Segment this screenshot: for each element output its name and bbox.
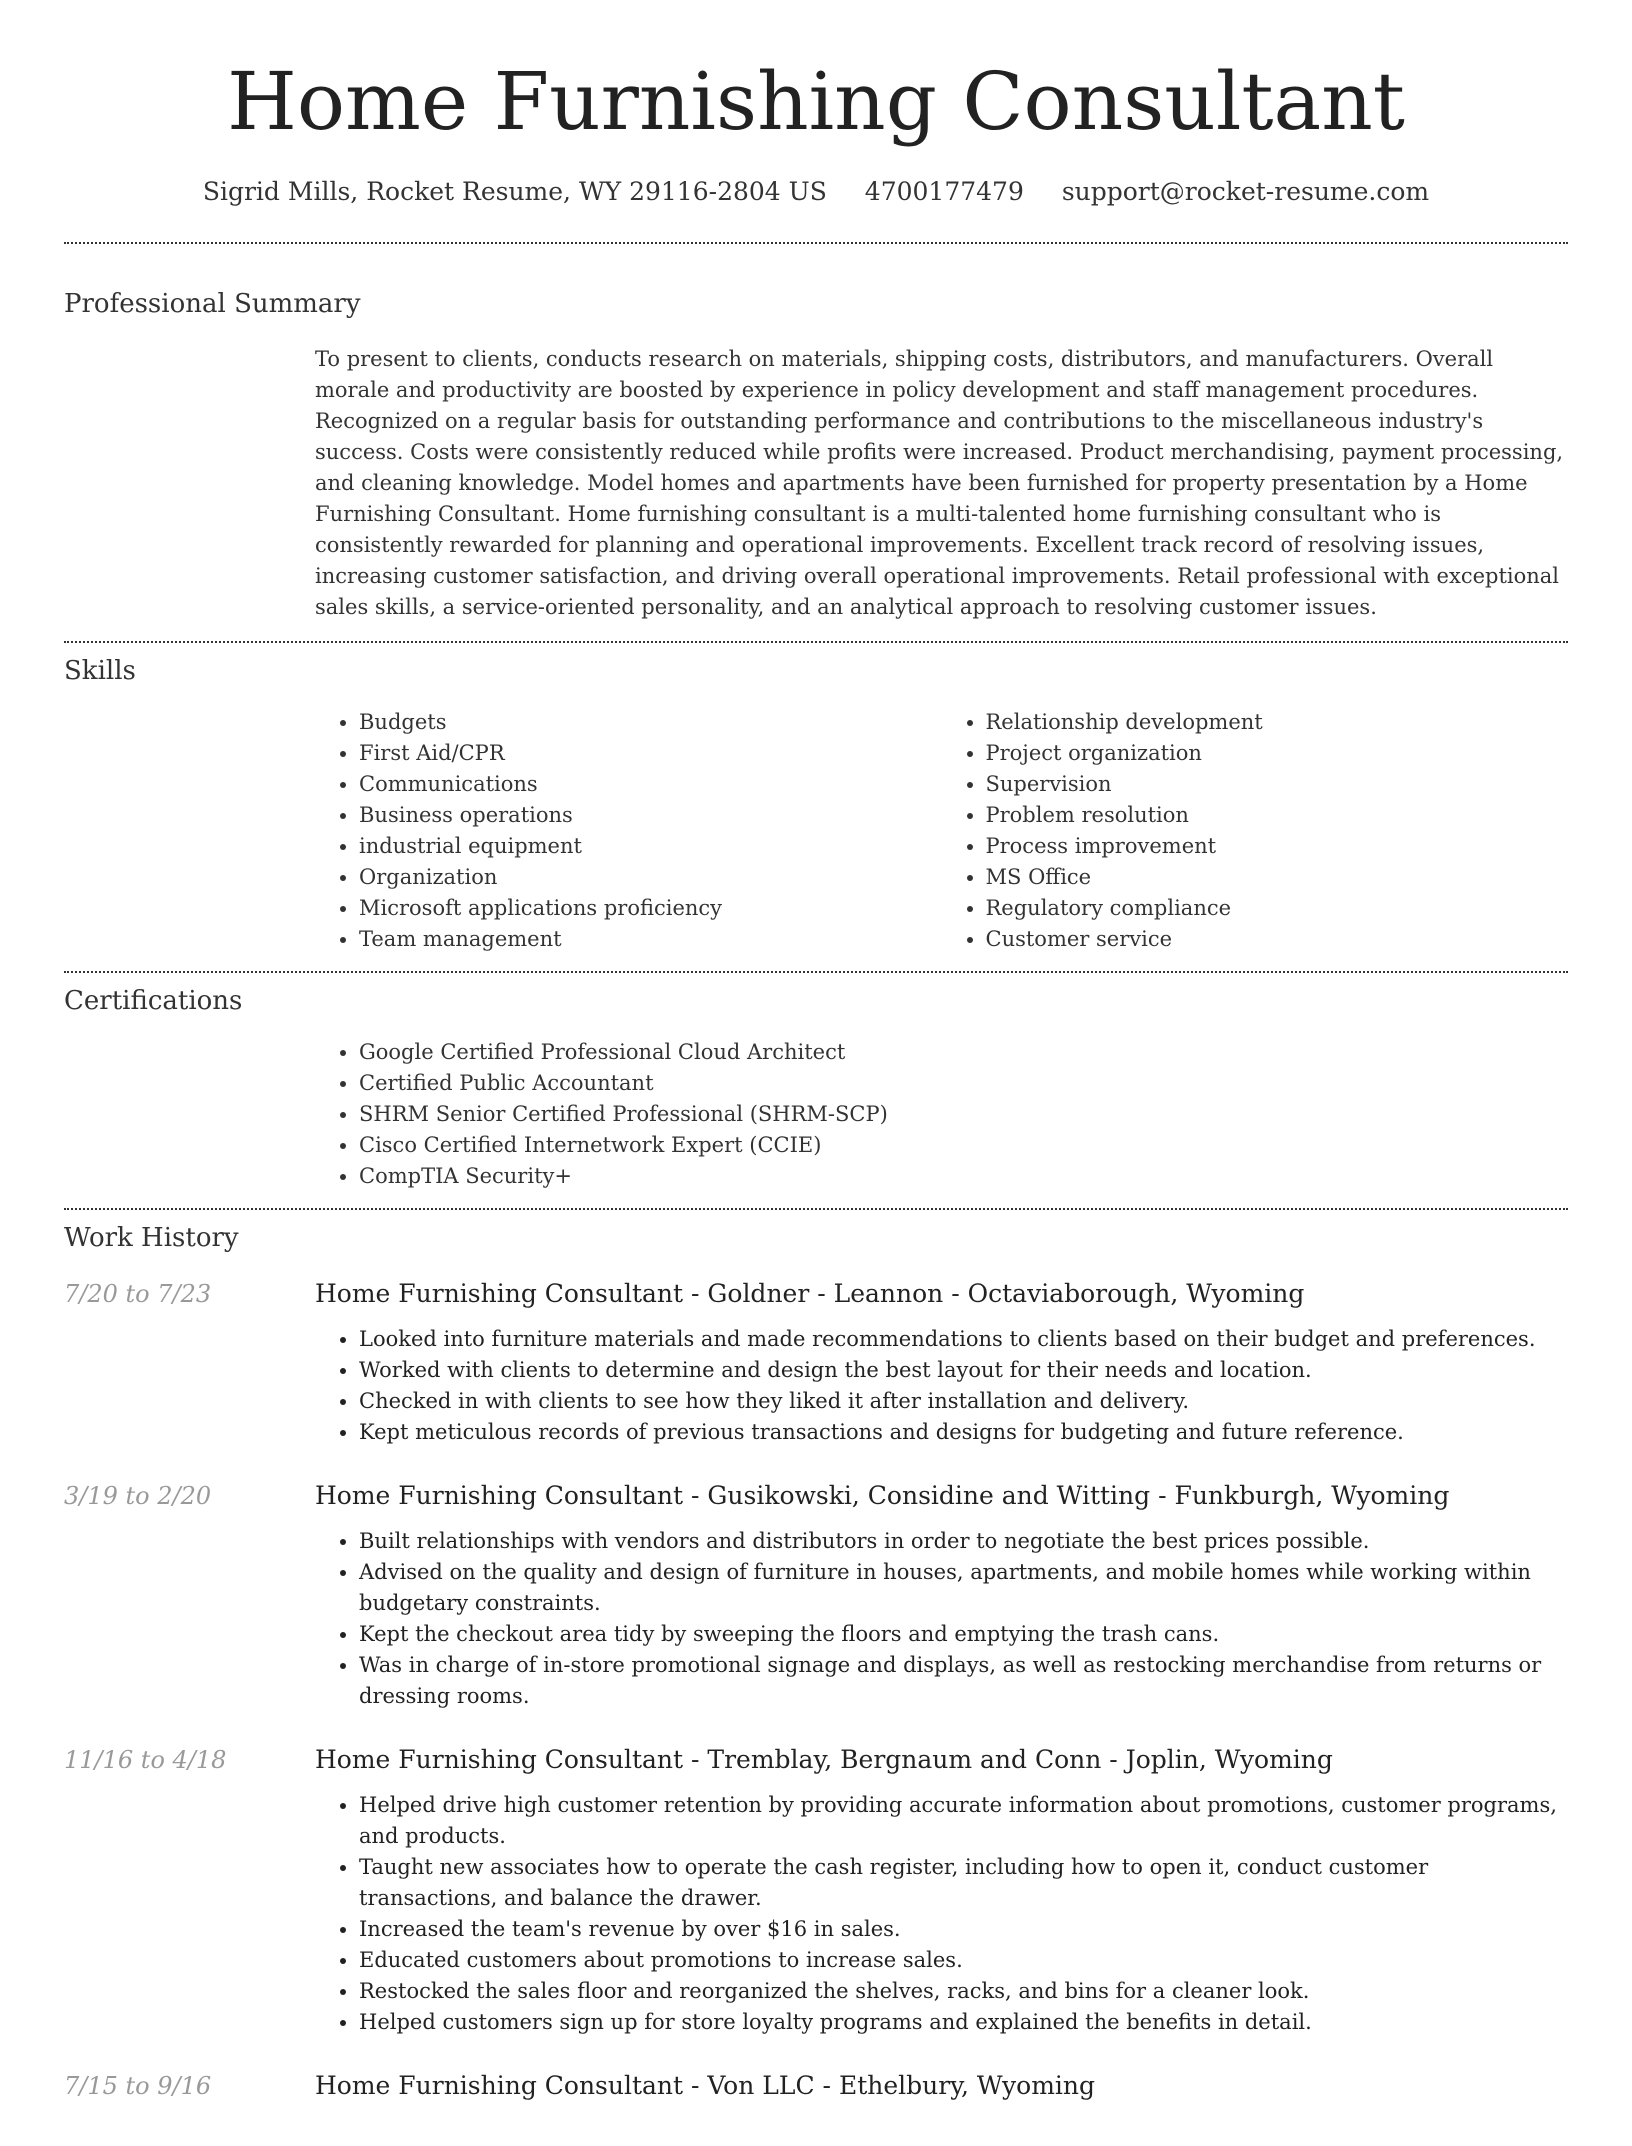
contact-line bbox=[64, 174, 1568, 210]
list-item: • Looked into furniture materials and made recommendations to clients based on their budget and preferences. bbox=[359, 1324, 1568, 1355]
certifications-body bbox=[315, 1037, 1568, 1192]
list-item: • Worked with clients to determine and design the best layout for their needs and location. bbox=[359, 1355, 1568, 1386]
job-title: Home Furnishing Consultant - Gusikowski, Considine and Witting - Funkburgh, Wyoming bbox=[315, 1481, 1450, 1510]
list-item: • Increased the team's revenue by over $16 in sales. bbox=[359, 1914, 1568, 1945]
contact-phone: 4700177479 bbox=[864, 177, 1024, 206]
list-item: • Problem resolution bbox=[986, 800, 1569, 831]
summary-text: To present to clients, conducts research on materials, shipping costs, distributors, and manufacturers. Overall morale and productivity are boosted by experience in policy development and staff management procedures. Recognized on a regular basis for outstanding performance and contributions to the miscellaneous industry's success. Costs were consistently reduced while profits were increased. Product merchandising, payment processing, and cleaning knowledge. Model homes and apartments have been furnished for property presentation by a Home Furnishing Consultant. Home furnishing consultant is a multi-talented home furnishing consultant who is consistently rewarded for planning and operational improvements. Excellent track record of resolving issues, increasing customer satisfaction, and driving overall operational improvements. Retail professional with exceptional sales skills, a service-oriented personality, and an analytical approach to resolving customer issues. bbox=[315, 347, 1564, 619]
list-item: • Helped drive high customer retention by providing accurate information about promotions, customer programs, and products. bbox=[359, 1790, 1568, 1852]
job-bullets bbox=[315, 1324, 1568, 1448]
contact-email: support@rocket-resume.com bbox=[1061, 177, 1430, 206]
list-item: • Cisco Certified Internetwork Expert (CCIE) bbox=[359, 1130, 1568, 1161]
skills-columns bbox=[315, 707, 1568, 955]
list-item: • Helped customers sign up for store loyalty programs and explained the benefits in detail. bbox=[359, 2007, 1568, 2038]
job-details bbox=[315, 2068, 1568, 2116]
summary-body bbox=[315, 344, 1568, 623]
summary-section bbox=[64, 244, 1568, 641]
summary-heading: Professional Summary bbox=[64, 289, 361, 319]
list-item: • Organization bbox=[359, 862, 942, 893]
job-details bbox=[315, 1478, 1568, 1712]
list-item: • Budgets bbox=[359, 707, 942, 738]
work-heading: Work History bbox=[64, 1223, 239, 1253]
list-item: • Process improvement bbox=[986, 831, 1569, 862]
job-entry bbox=[64, 2068, 1568, 2116]
list-item: • Was in charge of in-store promotional signage and displays, as well as restocking merchandise from returns or dressing rooms. bbox=[359, 1650, 1568, 1712]
job-details bbox=[315, 1276, 1568, 1448]
certifications-heading: Certifications bbox=[64, 986, 243, 1016]
contact-address: Sigrid Mills, Rocket Resume, WY 29116-2804 US bbox=[202, 177, 827, 206]
list-item: • Kept meticulous records of previous transactions and designs for budgeting and future reference. bbox=[359, 1417, 1568, 1448]
job-entry bbox=[64, 1478, 1568, 1712]
list-item: • Supervision bbox=[986, 769, 1569, 800]
list-item: • MS Office bbox=[986, 862, 1569, 893]
list-item: • CompTIA Security+ bbox=[359, 1161, 1568, 1192]
list-item: • Business operations bbox=[359, 800, 942, 831]
list-item: • Advised on the quality and design of furniture in houses, apartments, and mobile homes while working within budgetary constraints. bbox=[359, 1557, 1568, 1619]
list-item: • Google Certified Professional Cloud Architect bbox=[359, 1037, 1568, 1068]
job-title: Home Furnishing Consultant - Tremblay, Bergnaum and Conn - Joplin, Wyoming bbox=[315, 1745, 1333, 1774]
list-item: • Certified Public Accountant bbox=[359, 1068, 1568, 1099]
job-dates: 3/19 to 2/20 bbox=[64, 1482, 212, 1510]
list-item: • Educated customers about promotions to increase sales. bbox=[359, 1945, 1568, 1976]
list-item: • Team management bbox=[359, 924, 942, 955]
skills-section bbox=[64, 643, 1568, 971]
job-entry bbox=[64, 1276, 1568, 1448]
job-bullets bbox=[315, 1790, 1568, 2038]
skills-list-right bbox=[942, 707, 1569, 955]
list-item: • industrial equipment bbox=[359, 831, 942, 862]
job-entry bbox=[64, 1742, 1568, 2038]
list-item: • Communications bbox=[359, 769, 942, 800]
list-item: • Microsoft applications proficiency bbox=[359, 893, 942, 924]
list-item: • First Aid/CPR bbox=[359, 738, 942, 769]
job-title: Home Furnishing Consultant - Von LLC - Ethelbury, Wyoming bbox=[315, 2071, 1096, 2100]
certifications-list bbox=[315, 1037, 1568, 1192]
job-bullets bbox=[315, 1526, 1568, 1712]
skills-body bbox=[315, 707, 1568, 955]
job-title: Home Furnishing Consultant - Goldner - Leannon - Octaviaborough, Wyoming bbox=[315, 1279, 1305, 1308]
list-item: • Taught new associates how to operate the cash register, including how to open it, conduct customer transactions, and balance the drawer. bbox=[359, 1852, 1568, 1914]
job-details bbox=[315, 1742, 1568, 2038]
resume-header bbox=[64, 0, 1568, 210]
list-item: • Relationship development bbox=[986, 707, 1569, 738]
job-dates: 11/16 to 4/18 bbox=[64, 1746, 227, 1774]
list-item: • Regulatory compliance bbox=[986, 893, 1569, 924]
resume-page bbox=[64, 0, 1568, 2146]
list-item: • SHRM Senior Certified Professional (SHRM-SCP) bbox=[359, 1099, 1568, 1130]
resume-title: Home Furnishing Consultant bbox=[227, 55, 1405, 148]
list-item: • Customer service bbox=[986, 924, 1569, 955]
jobs-list bbox=[64, 1276, 1568, 2116]
list-item: • Built relationships with vendors and distributors in order to negotiate the best prices possible. bbox=[359, 1526, 1568, 1557]
list-item: • Checked in with clients to see how they liked it after installation and delivery. bbox=[359, 1386, 1568, 1417]
job-dates: 7/20 to 7/23 bbox=[64, 1280, 212, 1308]
job-dates: 7/15 to 9/16 bbox=[64, 2072, 212, 2100]
skills-heading: Skills bbox=[64, 656, 136, 686]
list-item: • Kept the checkout area tidy by sweeping the floors and emptying the trash cans. bbox=[359, 1619, 1568, 1650]
list-item: • Project organization bbox=[986, 738, 1569, 769]
skills-list-left bbox=[315, 707, 942, 955]
work-section bbox=[64, 1210, 1568, 2116]
certifications-section bbox=[64, 973, 1568, 1208]
list-item: • Restocked the sales floor and reorganized the shelves, racks, and bins for a cleaner look. bbox=[359, 1976, 1568, 2007]
